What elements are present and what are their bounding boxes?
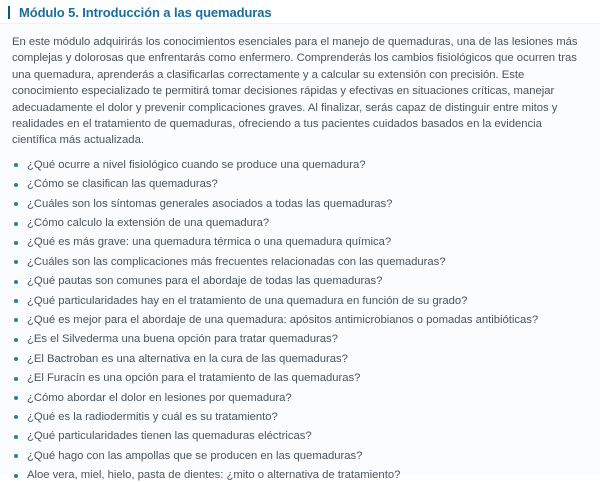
list-item-label: ¿Qué hago con las ampollas que se producen en las quemaduras? <box>27 449 363 462</box>
bullet-icon <box>14 474 18 478</box>
list-item-label: ¿El Furacín es una opción para el tratamiento de las quemaduras? <box>27 372 361 385</box>
list-item <box>10 450 588 463</box>
bullet-icon <box>14 183 18 187</box>
bullet-icon <box>14 222 18 226</box>
question-list <box>10 159 588 482</box>
list-item <box>10 314 588 327</box>
bullet-icon <box>14 299 18 303</box>
list-item <box>10 256 588 269</box>
bullet-icon <box>14 454 18 458</box>
list-item-label: ¿Qué particularidades hay en el tratamiento de una quemadura en función de su grado? <box>27 294 468 307</box>
list-item <box>10 430 588 443</box>
list-item <box>10 469 588 482</box>
list-item <box>10 333 588 346</box>
list-item-label: ¿Cómo abordar el dolor en lesiones por quemadura? <box>27 391 292 404</box>
page-title: Módulo 5. Introducción a las quemaduras <box>19 5 272 20</box>
list-item-label: ¿Cuáles son las complicaciones más frecuentes relacionadas con las quemaduras? <box>27 255 446 268</box>
list-item-label: ¿Qué pautas son comunes para el abordaje de todas las quemaduras? <box>27 275 383 288</box>
list-item-label: ¿Qué es mejor para el abordaje de una quemadura: apósitos antimicrobianos o pomadas antibióticas? <box>27 313 539 326</box>
list-item-label: ¿Cómo se clasifican las quemaduras? <box>27 178 218 191</box>
accent-bar-icon <box>8 6 10 19</box>
bullet-icon <box>14 202 18 206</box>
list-item <box>10 159 588 172</box>
bullet-icon <box>14 260 18 264</box>
list-item-label: ¿Qué particularidades tienen las quemaduras eléctricas? <box>27 430 312 443</box>
list-item <box>10 217 588 230</box>
list-item-label: ¿Qué es más grave: una quemadura térmica o una quemadura química? <box>27 236 392 249</box>
list-item-label: ¿El Bactroban es una alternativa en la cura de las quemaduras? <box>27 352 348 365</box>
list-item-label: Aloe vera, miel, hielo, pasta de dientes: ¿mito o alternativa de tratamiento? <box>27 469 401 482</box>
list-item <box>10 275 588 288</box>
list-item <box>10 295 588 308</box>
bullet-icon <box>14 280 18 284</box>
bullet-icon <box>14 396 18 400</box>
list-item <box>10 372 588 385</box>
bullet-icon <box>14 435 18 439</box>
bullet-icon <box>14 377 18 381</box>
list-item <box>10 236 588 249</box>
bullet-icon <box>14 357 18 361</box>
intro-paragraph: En este módulo adquirirás los conocimientos esenciales para el manejo de quemaduras, una de las lesiones más complejas y dolorosas que enfrentarás como enfermero. Comprenderás los cambios fisiológicos que ocurren tras una quemadura, aprenderás a clasificarlas correctamente y a calcular su extensión con precisión. Este conocimiento especializado te permitirá tomar decisiones rápidas y efectivas en situaciones críticas, manejar adecuadamente el dolor y prevenir complicaciones graves. Al finalizar, serás capaz de distinguir entre mitos y realidades en el tratamiento de quemaduras, ofreciendo a tus pacientes cuidados basados en la evidencia científica más actualizada. <box>12 36 578 147</box>
list-item-label: ¿Qué es la radiodermitis y cuál es su tratamiento? <box>27 410 278 423</box>
list-item <box>10 198 588 211</box>
bullet-icon <box>14 415 18 419</box>
list-item-label: ¿Es el Silvederma una buena opción para tratar quemaduras? <box>27 333 338 346</box>
bullet-icon <box>14 338 18 342</box>
module-content-panel <box>0 23 600 482</box>
bullet-icon <box>14 163 18 167</box>
list-item-label: ¿Qué ocurre a nivel fisiológico cuando se produce una quemadura? <box>27 158 366 171</box>
list-item <box>10 178 588 191</box>
list-item <box>10 392 588 405</box>
bullet-icon <box>14 318 18 322</box>
bullet-icon <box>14 241 18 245</box>
list-item <box>10 353 588 366</box>
list-item-label: ¿Cuáles son los síntomas generales asociados a todas las quemaduras? <box>27 197 393 210</box>
list-item <box>10 411 588 424</box>
list-item-label: ¿Cómo calculo la extensión de una quemadura? <box>27 217 270 230</box>
module-header <box>0 0 600 24</box>
